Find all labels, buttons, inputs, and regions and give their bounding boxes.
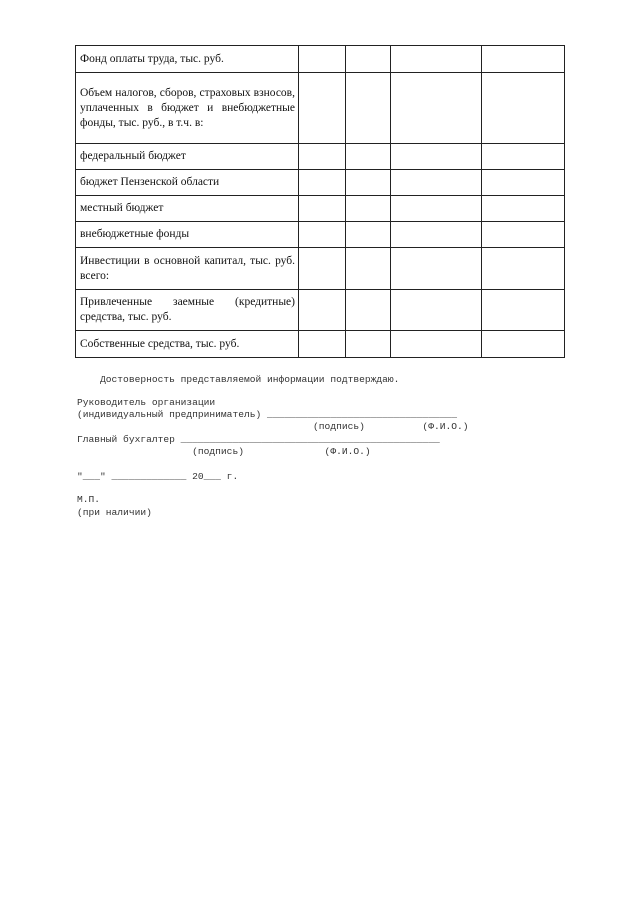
value-cell xyxy=(391,248,482,290)
value-cell xyxy=(391,46,482,73)
stamp-label: М.П. xyxy=(77,494,101,505)
value-cell xyxy=(346,196,391,222)
value-cell xyxy=(391,331,482,358)
value-cell xyxy=(482,248,565,290)
table-row xyxy=(76,170,565,196)
certification-statement: Достоверность представляемой информации подтверждаю. xyxy=(77,374,400,385)
value-cell xyxy=(482,170,565,196)
value-cell xyxy=(391,290,482,331)
value-cell xyxy=(391,170,482,196)
value-cell xyxy=(482,331,565,358)
value-cell xyxy=(346,248,391,290)
report-table xyxy=(75,45,565,358)
table-row xyxy=(76,248,565,290)
table-row xyxy=(76,73,565,144)
value-cell xyxy=(482,73,565,144)
value-cell xyxy=(482,222,565,248)
row-label: Объем налогов, сборов, страховых взносов, уплаченных в бюджет и внебюджетные фонды, тыс. руб., в т.ч. в: xyxy=(76,73,299,144)
value-cell xyxy=(346,222,391,248)
value-cell xyxy=(346,331,391,358)
value-cell xyxy=(299,196,346,222)
value-cell xyxy=(299,222,346,248)
value-cell xyxy=(391,222,482,248)
table-row xyxy=(76,331,565,358)
value-cell xyxy=(299,144,346,170)
value-cell xyxy=(482,144,565,170)
accountant-signature-caption: (подпись) (Ф.И.О.) xyxy=(77,446,371,457)
stamp-note: (при наличии) xyxy=(77,507,152,518)
value-cell xyxy=(346,290,391,331)
value-cell xyxy=(482,196,565,222)
value-cell xyxy=(346,73,391,144)
value-cell xyxy=(299,331,346,358)
value-cell xyxy=(482,290,565,331)
table-row xyxy=(76,290,565,331)
value-cell xyxy=(299,170,346,196)
value-cell xyxy=(346,46,391,73)
row-label: Собственные средства, тыс. руб. xyxy=(76,331,299,358)
row-label: Фонд оплаты труда, тыс. руб. xyxy=(76,46,299,73)
value-cell xyxy=(346,144,391,170)
row-label: местный бюджет xyxy=(76,196,299,222)
row-label: Привлеченные заемные (кредитные) средства, тыс. руб. xyxy=(76,290,299,331)
row-label: бюджет Пензенской области xyxy=(76,170,299,196)
value-cell xyxy=(299,248,346,290)
value-cell xyxy=(299,290,346,331)
table-row xyxy=(76,222,565,248)
table-row xyxy=(76,144,565,170)
row-label: Инвестиции в основной капитал, тыс. руб. всего: xyxy=(76,248,299,290)
accountant-signature-line: Главный бухгалтер _____________________________________________ xyxy=(77,434,440,445)
head-title: Руководитель организации xyxy=(77,397,216,408)
head-signature-caption: (подпись) (Ф.И.О.) xyxy=(77,421,469,432)
table-row xyxy=(76,46,565,73)
row-label: федеральный бюджет xyxy=(76,144,299,170)
row-label: внебюджетные фонды xyxy=(76,222,299,248)
value-cell xyxy=(391,73,482,144)
date-line: "___" _____________ 20___ г. xyxy=(77,471,239,482)
value-cell xyxy=(346,170,391,196)
value-cell xyxy=(482,46,565,73)
head-signature-line: (индивидуальный предприниматель) _________________________________ xyxy=(77,409,457,420)
value-cell xyxy=(391,196,482,222)
table-row xyxy=(76,196,565,222)
value-cell xyxy=(299,46,346,73)
value-cell xyxy=(299,73,346,144)
value-cell xyxy=(391,144,482,170)
